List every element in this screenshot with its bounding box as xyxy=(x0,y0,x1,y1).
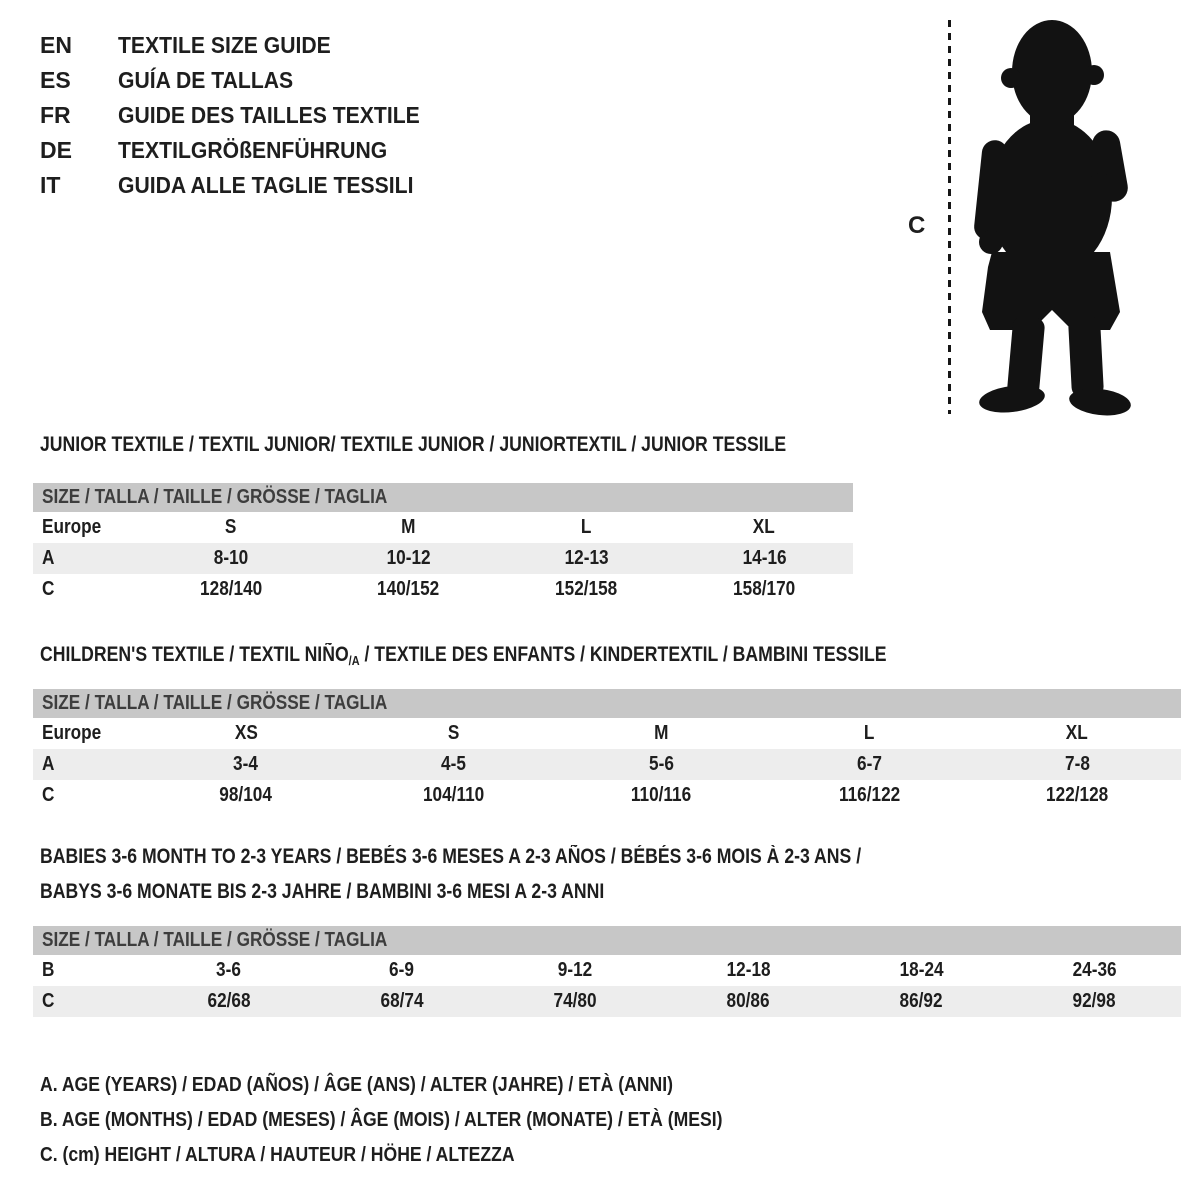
lang-code: FR xyxy=(40,102,71,128)
height-value: 152/158 xyxy=(555,578,618,600)
size-col-header: L xyxy=(581,516,592,538)
height-value: 68/74 xyxy=(380,990,424,1012)
guide-title-fr: GUIDE DES TAILLES TEXTILE xyxy=(118,102,420,128)
babies-months-row xyxy=(33,955,1181,986)
region-label: Europe xyxy=(42,516,102,538)
months-value: 12-18 xyxy=(726,959,771,981)
height-value: 92/98 xyxy=(1072,990,1116,1012)
junior-height-row xyxy=(33,574,853,605)
age-value: 3-4 xyxy=(233,753,259,775)
row-label: A xyxy=(42,753,55,775)
age-value: 6-7 xyxy=(856,753,882,775)
guide-title-de: TEXTILGRÖßENFÜHRUNG xyxy=(118,137,388,163)
size-col-header: M xyxy=(401,516,416,538)
legend-age-months: B. AGE (MONTHS) / EDAD (MESES) / ÂGE (MOIS) / ALTER (MONATE) / ETÀ (MESI) xyxy=(40,1109,723,1131)
height-value: 140/152 xyxy=(377,578,440,600)
babies-height-row xyxy=(33,986,1181,1017)
guide-title-en: TEXTILE SIZE GUIDE xyxy=(118,32,331,58)
height-value: 62/68 xyxy=(207,990,251,1012)
age-value: 12-13 xyxy=(564,547,609,569)
row-label: C xyxy=(42,578,55,600)
height-value: 128/140 xyxy=(199,578,262,600)
babies-size-bar: SIZE / TALLA / TAILLE / GRÖSSE / TAGLIA xyxy=(33,926,1181,955)
height-value: 122/128 xyxy=(1045,784,1109,806)
months-value: 9-12 xyxy=(557,959,593,981)
months-value: 6-9 xyxy=(389,959,415,981)
lang-row-de xyxy=(40,133,446,168)
months-value: 18-24 xyxy=(899,959,944,981)
height-value: 116/122 xyxy=(838,784,900,806)
size-col-header: XS xyxy=(234,722,258,744)
junior-section-title: JUNIOR TEXTILE / TEXTIL JUNIOR/ TEXTILE JUNIOR / JUNIORTEXTIL / JUNIOR TESSILE xyxy=(40,433,787,456)
children-age-row xyxy=(33,749,1181,780)
baby-right-leg xyxy=(1068,316,1104,398)
height-dashed-line xyxy=(948,20,951,414)
babies-size-table xyxy=(33,926,1181,1017)
height-measure-label: C xyxy=(908,212,926,239)
age-value: 8-10 xyxy=(213,547,249,569)
size-col-header: M xyxy=(654,722,669,744)
size-col-header: XL xyxy=(1066,722,1089,744)
legend-height-cm: C. (cm) HEIGHT / ALTURA / HAUTEUR / HÖHE / ALTEZZA xyxy=(40,1144,515,1166)
months-value: 24-36 xyxy=(1072,959,1117,981)
height-value: 110/116 xyxy=(631,784,692,806)
children-section-title: CHILDREN'S TEXTILE / TEXTIL NIÑO/A / TEXTILE DES ENFANTS / KINDERTEXTIL / BAMBINI TESSILE xyxy=(40,643,887,668)
lang-row-es xyxy=(40,63,446,98)
age-value: 7-8 xyxy=(1064,753,1090,775)
height-value: 74/80 xyxy=(553,990,597,1012)
height-value: 158/170 xyxy=(733,578,796,600)
size-col-header: L xyxy=(864,722,875,744)
lang-row-en xyxy=(40,28,446,63)
guide-title-it: GUIDA ALLE TAGLIE TESSILI xyxy=(118,172,414,198)
baby-left-ear xyxy=(1001,68,1021,88)
lang-code: DE xyxy=(40,137,72,163)
lang-row-fr xyxy=(40,98,446,133)
babies-section-title-line1: BABIES 3-6 MONTH TO 2-3 YEARS / BEBÉS 3-6 MESES A 2-3 AÑOS / BÉBÉS 3-6 MOIS À 2-3 ANS / xyxy=(40,845,862,868)
age-value: 5-6 xyxy=(649,753,674,775)
size-col-header: S xyxy=(447,722,460,744)
language-title-block xyxy=(40,28,446,203)
guide-title-es: GUÍA DE TALLAS xyxy=(118,67,294,93)
age-value: 14-16 xyxy=(742,547,787,569)
age-value: 4-5 xyxy=(441,753,467,775)
height-value: 98/104 xyxy=(219,784,273,806)
months-value: 3-6 xyxy=(216,959,242,981)
baby-right-ear xyxy=(1084,65,1104,85)
age-value: 10-12 xyxy=(386,547,431,569)
junior-size-table xyxy=(33,483,853,605)
children-size-table xyxy=(33,689,1181,811)
toddler-silhouette-image xyxy=(960,12,1140,418)
junior-size-bar: SIZE / TALLA / TAILLE / GRÖSSE / TAGLIA xyxy=(33,483,853,512)
row-label: C xyxy=(42,784,55,806)
row-label: C xyxy=(42,990,55,1012)
size-col-header: S xyxy=(225,516,237,538)
legend-age-years: A. AGE (YEARS) / EDAD (AÑOS) / ÂGE (ANS) / ALTER (JAHRE) / ETÀ (ANNI) xyxy=(40,1074,673,1096)
children-size-bar: SIZE / TALLA / TAILLE / GRÖSSE / TAGLIA xyxy=(33,689,1181,718)
children-height-row xyxy=(33,780,1181,811)
height-value: 104/110 xyxy=(423,784,485,806)
height-value: 86/92 xyxy=(899,990,943,1012)
region-label: Europe xyxy=(42,722,102,744)
measurement-legend xyxy=(40,1068,816,1173)
baby-shorts xyxy=(982,252,1120,330)
junior-age-row xyxy=(33,543,853,574)
babies-section-title-line2: BABYS 3-6 MONATE BIS 2-3 JAHRE / BAMBINI 3-6 MESI A 2-3 ANNI xyxy=(40,880,605,903)
lang-code: IT xyxy=(40,172,61,198)
junior-header-row xyxy=(33,512,853,543)
lang-row-it xyxy=(40,168,446,203)
baby-left-hand xyxy=(979,230,1003,254)
row-label: A xyxy=(42,547,55,569)
size-col-header: XL xyxy=(753,516,776,538)
lang-code: EN xyxy=(40,32,72,58)
lang-code: ES xyxy=(40,67,71,93)
row-label: B xyxy=(42,959,55,981)
height-value: 80/86 xyxy=(726,990,770,1012)
nino-a-subscript: /A xyxy=(348,653,360,668)
children-header-row xyxy=(33,718,1181,749)
